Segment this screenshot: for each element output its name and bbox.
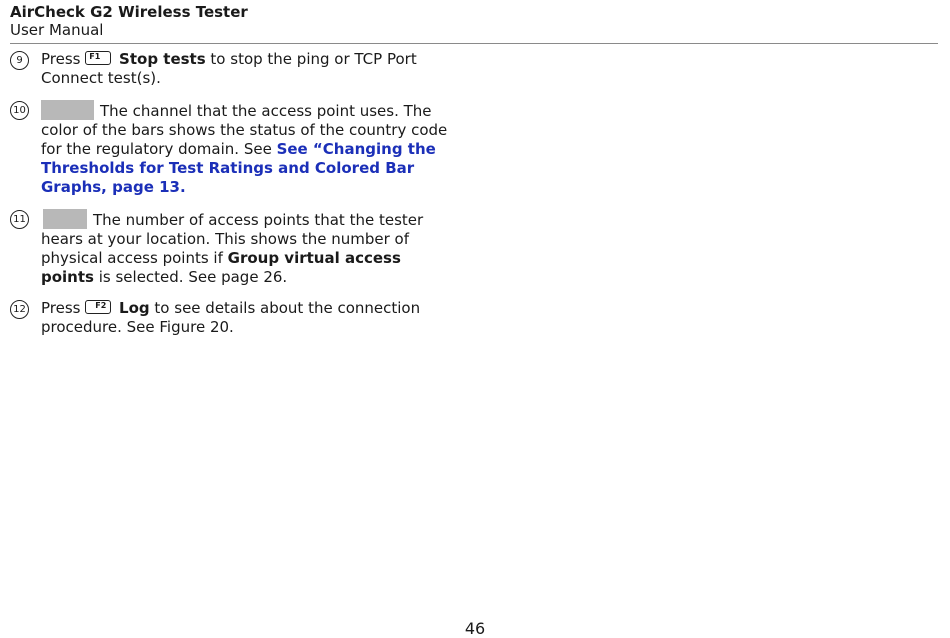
thresholds-section-link[interactable]: See “Changing the Thresholds for Test Ratings and Colored Bar Graphs, page 13.: [41, 140, 436, 196]
callout-item-11: [10, 209, 450, 287]
callout-item-12: [10, 299, 450, 337]
f2-key-icon: F2: [85, 300, 111, 314]
callout-text: is selected. See page 26.: [93, 268, 288, 286]
callout-number-9: 9: [10, 51, 29, 70]
callout-text: to see details about the connection procedure. See Figure 20.: [41, 299, 421, 336]
header-divider: [10, 43, 938, 44]
callout-number-10: 10: [10, 101, 29, 120]
stop-tests-label: Stop tests: [119, 50, 206, 68]
log-label: Log: [119, 299, 150, 317]
callout-text: The number of access points that the tester hears at your location. This shows the number of physical access points if: [41, 211, 424, 267]
callout-number-11: 11: [10, 210, 29, 229]
press-text: Press: [41, 299, 81, 317]
page-number: 46: [464, 619, 486, 638]
f1-key-icon: F1: [85, 51, 111, 65]
press-text: Press: [41, 50, 81, 68]
document-subtitle: User Manual: [10, 21, 104, 39]
callout-text: to stop the ping or TCP Port Connect test(s).: [41, 50, 417, 87]
group-virtual-access-points-label: Group virtual access points: [41, 249, 401, 286]
document-title: AirCheck G2 Wireless Tester: [10, 3, 248, 21]
callout-text: The channel that the access point uses. The color of the bars shows the status of the country code for the regulatory domain. See: [41, 102, 448, 158]
page-header: [10, 3, 938, 39]
callout-item-10: [10, 100, 450, 197]
access-point-count-placeholder-graphic: [43, 209, 87, 229]
callout-number-12: 12: [10, 300, 29, 319]
channel-placeholder-graphic: [41, 100, 94, 120]
callout-list: [10, 50, 450, 349]
callout-item-9: [10, 50, 450, 88]
